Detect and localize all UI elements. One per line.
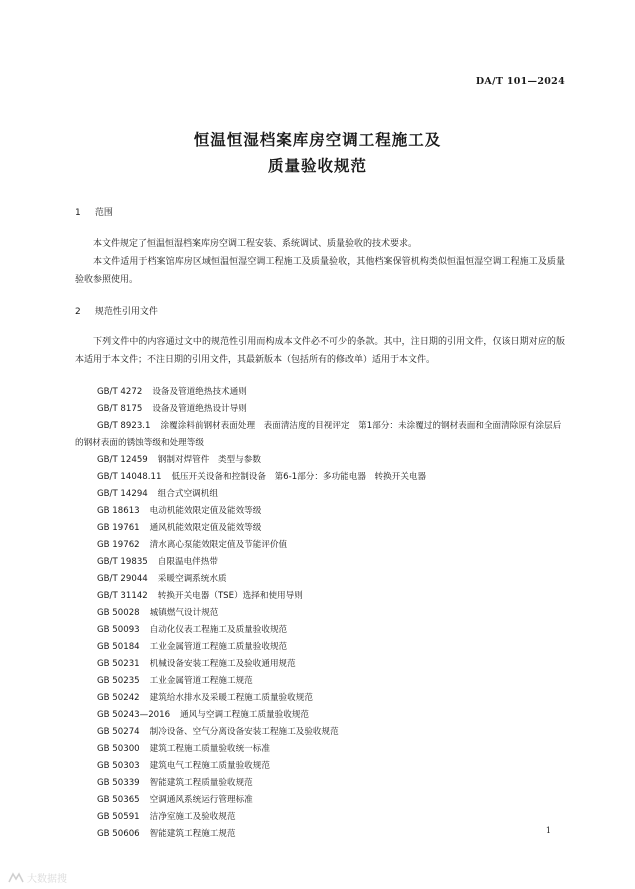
reference-title: 工业金属管道工程施工规范 (149, 676, 253, 686)
reference-title: 城镇燃气设计规范 (149, 608, 219, 618)
reference-code: GB 18613 (97, 506, 140, 516)
reference-code: GB/T 8923.1 (97, 421, 151, 431)
reference-code: GB 50184 (97, 642, 140, 652)
reference-title: 机械设备安装工程施工及验收通用规范 (149, 659, 296, 669)
reference-item (75, 605, 565, 622)
reference-item (75, 826, 565, 843)
reference-item (75, 690, 565, 707)
reference-item (75, 418, 565, 452)
reference-code: GB/T 4272 (97, 387, 143, 397)
reference-title: 组合式空调机组 (157, 489, 218, 499)
reference-code: GB/T 29044 (97, 574, 148, 584)
reference-item (75, 486, 565, 503)
reference-code: GB 50243—2016 (97, 710, 171, 720)
section-2-heading (75, 305, 158, 319)
reference-code: GB 19762 (97, 540, 140, 550)
reference-item (75, 707, 565, 724)
reference-code: GB 50300 (97, 744, 140, 754)
references-intro: 下列文件中的内容通过文中的规范性引用而构成本文件必不可少的条款。其中，注日期的引用文件，仅该日期对应的版本适用于本文件；不注日期的引用文件，其最新版本（包括所有的修改单）适用于本文件。 (75, 337, 565, 365)
reference-code: GB 50274 (97, 727, 140, 737)
reference-item (75, 537, 565, 554)
reference-item (75, 401, 565, 418)
reference-code: GB/T 14048.11 (97, 472, 162, 482)
reference-item (75, 758, 565, 775)
reference-title: 设备及管道绝热设计导则 (152, 404, 247, 414)
reference-code: GB 50365 (97, 795, 140, 805)
standard-code: DA/T 101—2024 (475, 76, 565, 87)
reference-title: 智能建筑工程质量验收规范 (149, 778, 253, 788)
reference-item (75, 673, 565, 690)
reference-title: 转换开关电器（TSE）选择和使用导则 (157, 591, 303, 601)
reference-title: 自限温电伴热带 (157, 557, 218, 567)
watermark-logo-icon (8, 872, 24, 884)
reference-item (75, 588, 565, 605)
reference-title: 制冷设备、空气分离设备安装工程施工及验收规范 (149, 727, 339, 737)
reference-title: 空调通风系统运行管理标准 (149, 795, 253, 805)
section-title: 范围 (94, 208, 113, 218)
section-1-heading (75, 206, 113, 220)
reference-title: 建筑电气工程施工质量验收规范 (149, 761, 270, 771)
reference-title: 钢制对焊管件 类型与参数 (157, 455, 261, 465)
reference-title: 电动机能效限定值及能效等级 (149, 506, 262, 516)
reference-code: GB 50028 (97, 608, 140, 618)
section-number: 1 (75, 208, 81, 218)
reference-code: GB 50235 (97, 676, 140, 686)
reference-title: 智能建筑工程施工规范 (149, 829, 236, 839)
reference-item (75, 622, 565, 639)
section-title: 规范性引用文件 (94, 307, 158, 317)
reference-title: 工业金属管道工程施工质量验收规范 (149, 642, 288, 652)
reference-item (75, 809, 565, 826)
reference-title: 建筑给水排水及采暖工程施工质量验收规范 (149, 693, 313, 703)
reference-code: GB/T 12459 (97, 455, 148, 465)
reference-code: GB 50242 (97, 693, 140, 703)
reference-code: GB/T 14294 (97, 489, 148, 499)
reference-title: 清水离心泵能效限定值及节能评价值 (149, 540, 288, 550)
reference-item (75, 520, 565, 537)
reference-code: GB 50339 (97, 778, 140, 788)
reference-title: 洁净室施工及验收规范 (149, 812, 236, 822)
reference-title: 通风与空调工程施工质量验收规范 (180, 710, 310, 720)
page-number: 1 (545, 826, 551, 835)
reference-code: GB 50093 (97, 625, 140, 635)
reference-title: 设备及管道绝热技术通则 (152, 387, 247, 397)
reference-item (75, 469, 565, 486)
reference-title: 建筑工程施工质量验收统一标准 (149, 744, 270, 754)
document-title (0, 127, 635, 179)
reference-code: GB 50303 (97, 761, 140, 771)
reference-item (75, 452, 565, 469)
reference-title: 采暖空调系统水质 (157, 574, 227, 584)
reference-item (75, 639, 565, 656)
reference-title: 通风机能效限定值及能效等级 (149, 523, 262, 533)
watermark-text: 大数据搜 (27, 874, 67, 885)
reference-item (75, 724, 565, 741)
reference-code: GB/T 31142 (97, 591, 148, 601)
reference-title: 涂覆涂料前钢材表面处理 表面清洁度的目视评定 第1部分：未涂覆过的钢材表面和全面清除原有涂层后的钢材表面的锈蚀等级和处理等级 (75, 421, 562, 448)
title-line-1: 恒温恒湿档案库房空调工程施工及 (193, 131, 442, 149)
title-line-2: 质量验收规范 (267, 157, 367, 175)
scope-paragraph-2: 本文件适用于档案馆库房区域恒温恒湿空调工程施工及质量验收，其他档案保管机构类似恒温恒湿空调工程施工及质量验收参照使用。 (75, 257, 565, 285)
reference-item (75, 554, 565, 571)
scope-paragraph-1: 本文件规定了恒温恒湿档案库房空调工程安装、系统调试、质量验收的技术要求。 (93, 239, 418, 249)
reference-code: GB 50606 (97, 829, 140, 839)
reference-item (75, 792, 565, 809)
reference-item (75, 503, 565, 520)
reference-code: GB/T 8175 (97, 404, 143, 414)
section-number: 2 (75, 307, 81, 317)
watermark (8, 870, 67, 885)
reference-item (75, 741, 565, 758)
reference-code: GB 19761 (97, 523, 140, 533)
reference-title: 低压开关设备和控制设备 第6-1部分：多功能电器 转换开关电器 (171, 472, 427, 482)
reference-item (75, 775, 565, 792)
reference-item (75, 571, 565, 588)
reference-title: 自动化仪表工程施工及质量验收规范 (149, 625, 288, 635)
reference-item (75, 384, 565, 401)
reference-code: GB 50231 (97, 659, 140, 669)
reference-item (75, 656, 565, 673)
reference-list (75, 384, 565, 843)
reference-code: GB/T 19835 (97, 557, 148, 567)
reference-code: GB 50591 (97, 812, 140, 822)
